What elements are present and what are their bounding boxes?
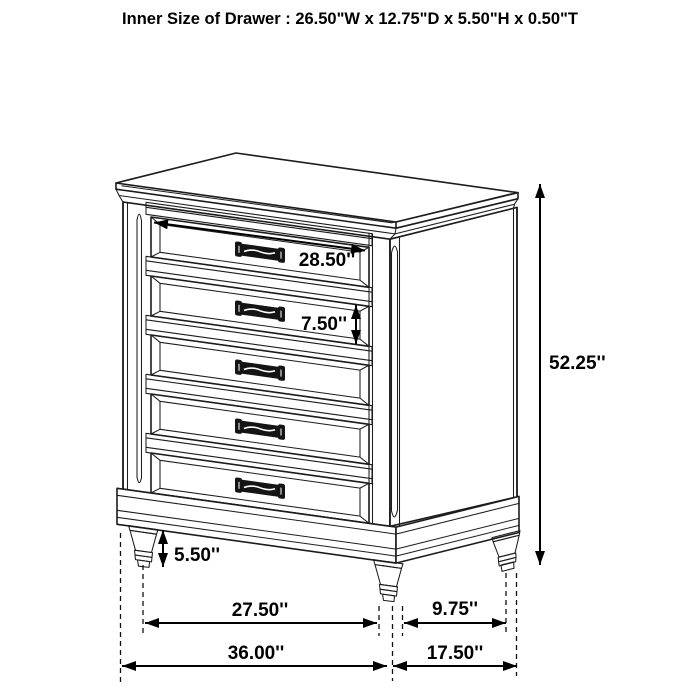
overall-width-label: 36.00'' xyxy=(227,643,285,664)
leg-height-label: 5.50'' xyxy=(174,545,221,566)
page-title: Inner Size of Drawer : 26.50"W x 12.75"D x 5.50"H x 0.50"T xyxy=(122,10,578,28)
chest-drawing xyxy=(116,153,520,602)
drawer-width-label: 28.50'' xyxy=(298,250,356,271)
front-leg-spacing-label: 27.50'' xyxy=(231,600,289,621)
side-leg-spacing-label: 9.75'' xyxy=(431,599,479,620)
back-right-leg xyxy=(492,531,520,572)
front-left-leg xyxy=(129,526,159,568)
front-right-leg xyxy=(374,560,404,602)
drawer-height-label: 7.50'' xyxy=(300,314,348,335)
overall-height-label: 52.25'' xyxy=(549,353,606,374)
overall-depth-label: 17.50'' xyxy=(426,643,484,664)
